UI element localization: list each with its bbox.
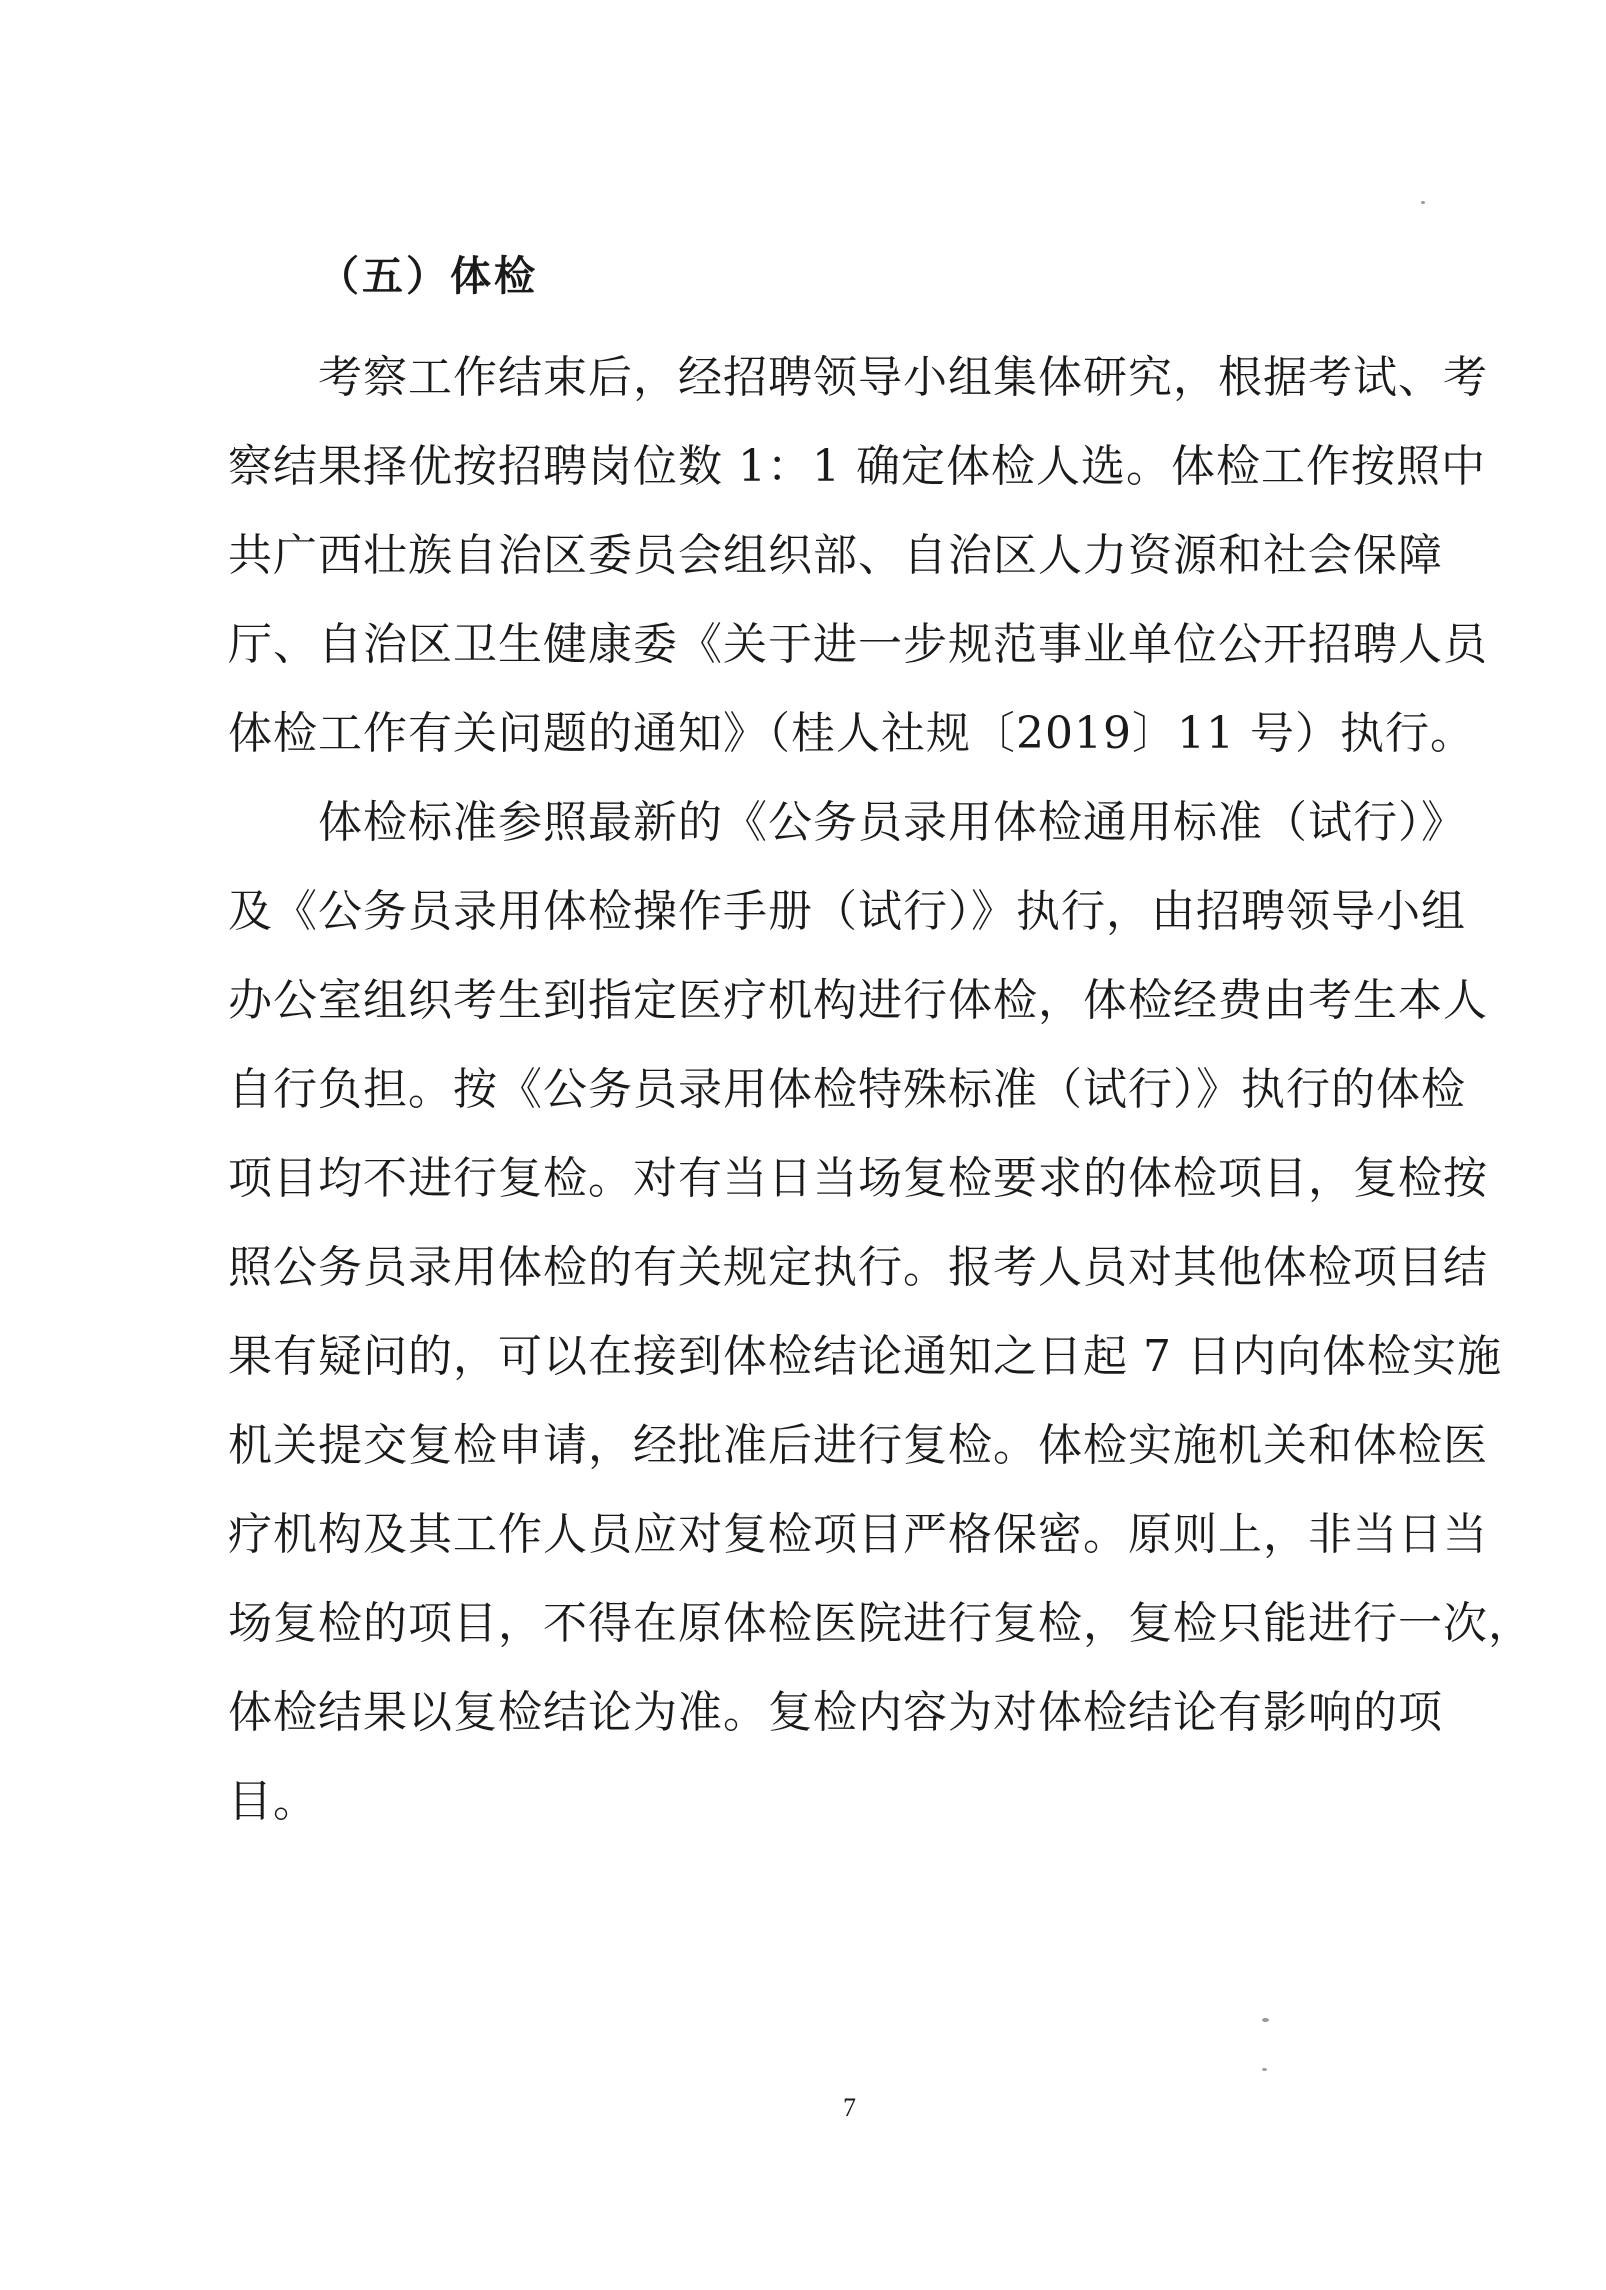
paragraph-2-line-9: 疗机构及其工作人员应对复检项目严格保密。原则上，非当日当 — [228, 1509, 1488, 1560]
paragraph-2-line-2: 及《公务员录用体检操作手册（试行）》执行，由招聘领导小组 — [228, 886, 1466, 937]
paragraph-1-line-3: 共广西壮族自治区委员会组织部、自治区人力资源和社会保障 — [228, 530, 1443, 581]
paragraph-2-line-10: 场复检的项目，不得在原体检医院进行复检，复检只能进行一次， — [228, 1598, 1533, 1649]
paragraph-1-line-5: 体检工作有关问题的通知》（桂人社规〔2019〕11 号）执行。 — [228, 708, 1475, 759]
paragraph-2-line-12: 目。 — [228, 1776, 318, 1827]
paragraph-2-line-8: 机关提交复检申请，经批准后进行复检。体检实施机关和体检医 — [228, 1420, 1488, 1471]
scan-speck — [1262, 2018, 1269, 2022]
scan-speck — [1421, 201, 1425, 204]
paragraph-1-line-1: 考察工作结束后，经招聘领导小组集体研究，根据考试、考 — [318, 352, 1488, 403]
scan-speck — [1262, 2068, 1267, 2071]
paragraph-2-line-11: 体检结果以复检结论为准。复检内容为对体检结论有影响的项 — [228, 1687, 1443, 1738]
paragraph-2-line-5: 项目均不进行复检。对有当日当场复检要求的体检项目，复检按 — [228, 1153, 1488, 1204]
section-heading: （五）体检 — [318, 252, 538, 300]
paragraph-2-line-6: 照公务员录用体检的有关规定执行。报考人员对其他体检项目结 — [228, 1242, 1488, 1293]
paragraph-1-line-2: 察结果择优按招聘岗位数 1：1 确定体检人选。体检工作按照中 — [228, 441, 1486, 492]
paragraph-1-line-4: 厅、自治区卫生健康委《关于进一步规范事业单位公开招聘人员 — [228, 619, 1488, 670]
paragraph-2-line-4: 自行负担。按《公务员录用体检特殊标准（试行）》执行的体检 — [228, 1064, 1466, 1115]
paragraph-2-line-3: 办公室组织考生到指定医疗机构进行体检，体检经费由考生本人 — [228, 975, 1488, 1026]
page-number: 7 — [843, 2093, 856, 2122]
paragraph-2-line-1: 体检标准参照最新的《公务员录用体检通用标准（试行）》 — [318, 797, 1466, 848]
paragraph-2-line-7: 果有疑问的，可以在接到体检结论通知之日起 7 日内向体检实施 — [228, 1331, 1502, 1382]
